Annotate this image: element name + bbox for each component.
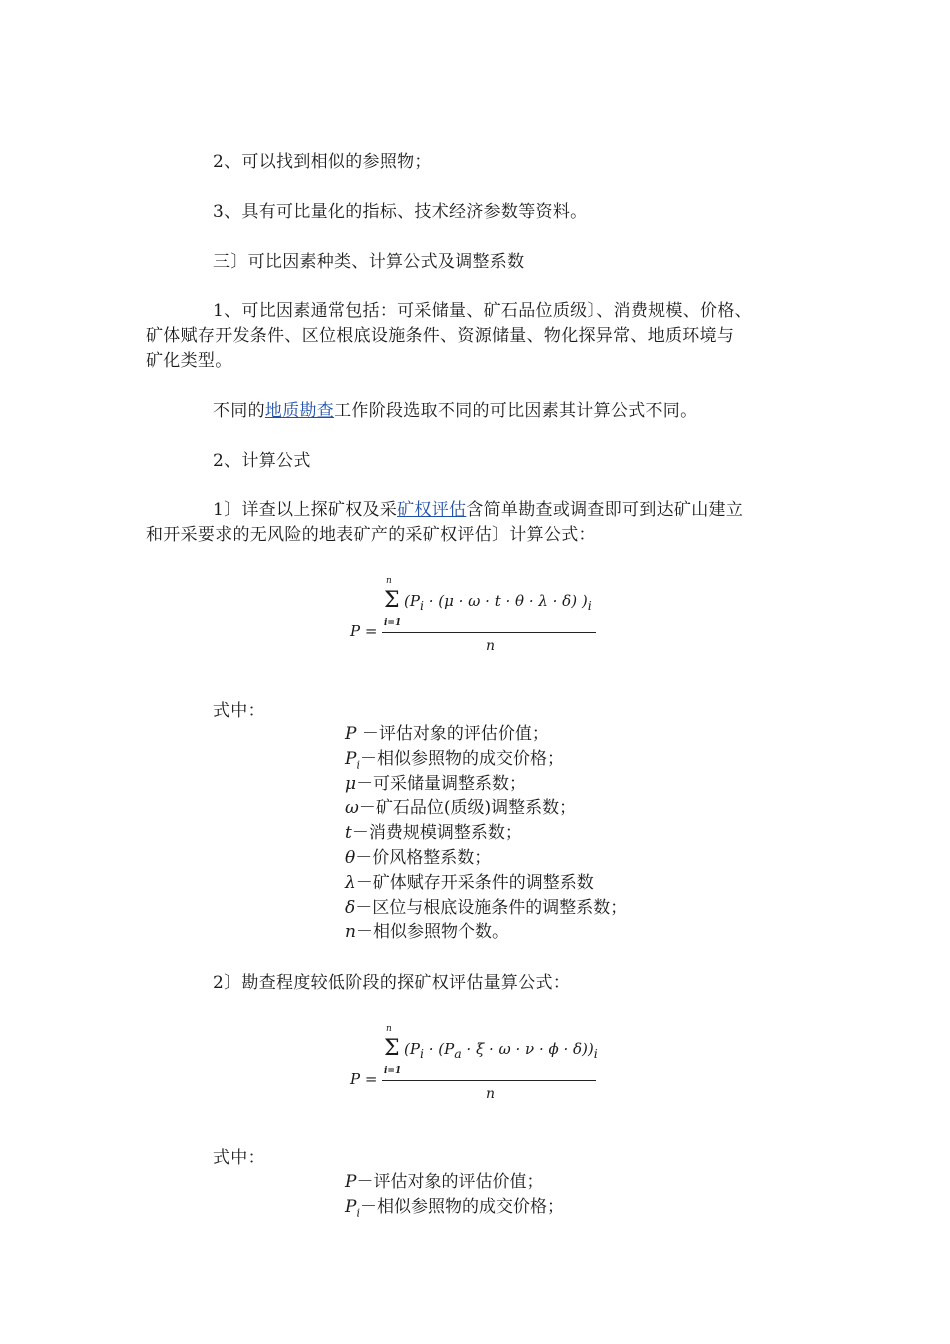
definition-text: －矿体赋存开采条件的调整系数 xyxy=(355,872,594,893)
sum-upper-limit: n xyxy=(386,1024,392,1034)
definition-symbol: t xyxy=(345,823,352,844)
paragraph-stage-text-before: 不同的 xyxy=(213,401,265,421)
sum-lower-limit: i=1 xyxy=(384,618,402,628)
numerator-sub-2: a xyxy=(454,1046,462,1061)
definition-text: －价风格整系数； xyxy=(355,848,492,868)
definition-item xyxy=(345,722,549,747)
definition-symbol: P xyxy=(345,724,357,744)
definition-symbol-subscript: i xyxy=(356,1206,360,1220)
formula-denominator: n xyxy=(486,1086,496,1102)
fraction-bar xyxy=(382,1080,596,1081)
section-heading-formula: 2、计算公式 xyxy=(213,451,311,471)
paragraph-stage-text-after: 工作阶段选取不同的可比因素其计算公式不同。 xyxy=(334,401,698,421)
detailed-survey-text-before: 1〕详查以上探矿权及采 xyxy=(213,500,398,520)
definition-item xyxy=(345,796,576,821)
definition-item xyxy=(345,846,491,871)
definition-item xyxy=(345,871,594,896)
definition-symbol: P xyxy=(345,1172,357,1192)
definition-text: －区位与根底设施条件的调整系数； xyxy=(355,897,628,918)
formula-numerator xyxy=(404,1040,598,1061)
definition-text: －相似参照物的成交价格； xyxy=(359,748,564,769)
paragraph-detailed-survey-line2: 和开采要求的无风险的地表矿产的采矿权评估〕计算公式： xyxy=(146,525,596,545)
definition-item xyxy=(345,1170,543,1195)
numerator-rest: · (P xyxy=(423,1040,455,1058)
geological-survey-link[interactable]: 地质勘查 xyxy=(264,401,335,421)
numerator-tail-sub: i xyxy=(593,1046,598,1061)
mining-right-valuation-link[interactable]: 矿权评估 xyxy=(397,500,467,520)
numerator-open: (P xyxy=(404,592,420,610)
numerator-sub: i xyxy=(419,1046,424,1061)
definition-item xyxy=(345,920,509,945)
definition-text: －消费规模调整系数； xyxy=(351,823,522,844)
formula-2 xyxy=(350,1024,600,1108)
definition-symbol: δ xyxy=(345,897,356,918)
paragraph-factors-line2: 矿体赋存开发条件、区位根底设施条件、资源储量、物化探异常、地质环境与 xyxy=(146,326,735,346)
definition-symbol-subscript: i xyxy=(356,758,360,772)
paragraph-factors-line3: 矿化类型。 xyxy=(146,351,233,371)
definition-symbol: n xyxy=(345,922,356,943)
definition-text: －评估对象的评估价值； xyxy=(356,724,549,744)
numerator-rest: · (μ · ω · t · θ · λ · δ) ) xyxy=(423,592,588,610)
where-label-2: 式中： xyxy=(213,1148,265,1168)
formula-numerator xyxy=(404,592,592,613)
definition-symbol: θ xyxy=(345,848,356,868)
paragraph-low-exploration: 2〕勘查程度较低阶段的探矿权评估量算公式： xyxy=(213,973,571,993)
paragraph-factors-line1: 1、可比因素通常包括：可采储量、矿石品位质级〕、消费规模、价格、 xyxy=(213,301,752,321)
where-label-1: 式中： xyxy=(213,701,265,721)
numerator-rest-2: · ξ · ω · ν · ϕ · δ)) xyxy=(461,1040,594,1058)
definition-symbol: ω xyxy=(345,798,359,819)
numerator-tail-sub: i xyxy=(587,598,592,613)
definition-item xyxy=(345,772,526,797)
definition-item xyxy=(345,821,522,846)
section-heading-comparable-factors: 三〕可比因素种类、计算公式及调整系数 xyxy=(213,252,525,272)
detailed-survey-text-after: 含简单勘查或调查即可到达矿山建立 xyxy=(466,500,744,520)
paragraph-comparable-reference: 2、可以找到相似的参照物； xyxy=(213,152,432,172)
definition-text: －评估对象的评估价值； xyxy=(356,1172,544,1192)
definition-text: －相似参照物的成交价格； xyxy=(359,1196,564,1217)
sigma-icon: Σ xyxy=(384,588,400,613)
definition-item xyxy=(345,1195,564,1225)
numerator-open: (P xyxy=(404,1040,420,1058)
fraction-bar xyxy=(382,632,596,633)
formula-1 xyxy=(350,576,600,660)
formula-lhs: P = xyxy=(350,1070,378,1088)
paragraph-detailed-survey-line1 xyxy=(213,498,743,523)
definition-text: －相似参照物个数。 xyxy=(355,922,509,943)
sum-lower-limit: i=1 xyxy=(384,1066,402,1076)
definition-symbol: μ xyxy=(345,773,357,794)
definition-symbol: P xyxy=(345,748,357,769)
definition-symbol: λ xyxy=(345,872,356,893)
definition-symbol: P xyxy=(345,1196,357,1217)
definition-item xyxy=(345,896,627,921)
sigma-icon: Σ xyxy=(384,1036,400,1061)
definition-text: －矿石品位(质级)调整系数； xyxy=(358,798,577,819)
formula-lhs: P = xyxy=(350,622,378,640)
paragraph-stage-formula xyxy=(213,399,697,424)
paragraph-quantifiable-indicators: 3、具有可比量化的指标、技术经济参数等资料。 xyxy=(213,202,588,222)
definition-text: －可采储量调整系数； xyxy=(356,773,527,794)
formula-denominator: n xyxy=(486,638,496,654)
numerator-sub: i xyxy=(419,598,424,613)
sum-upper-limit: n xyxy=(386,576,392,586)
